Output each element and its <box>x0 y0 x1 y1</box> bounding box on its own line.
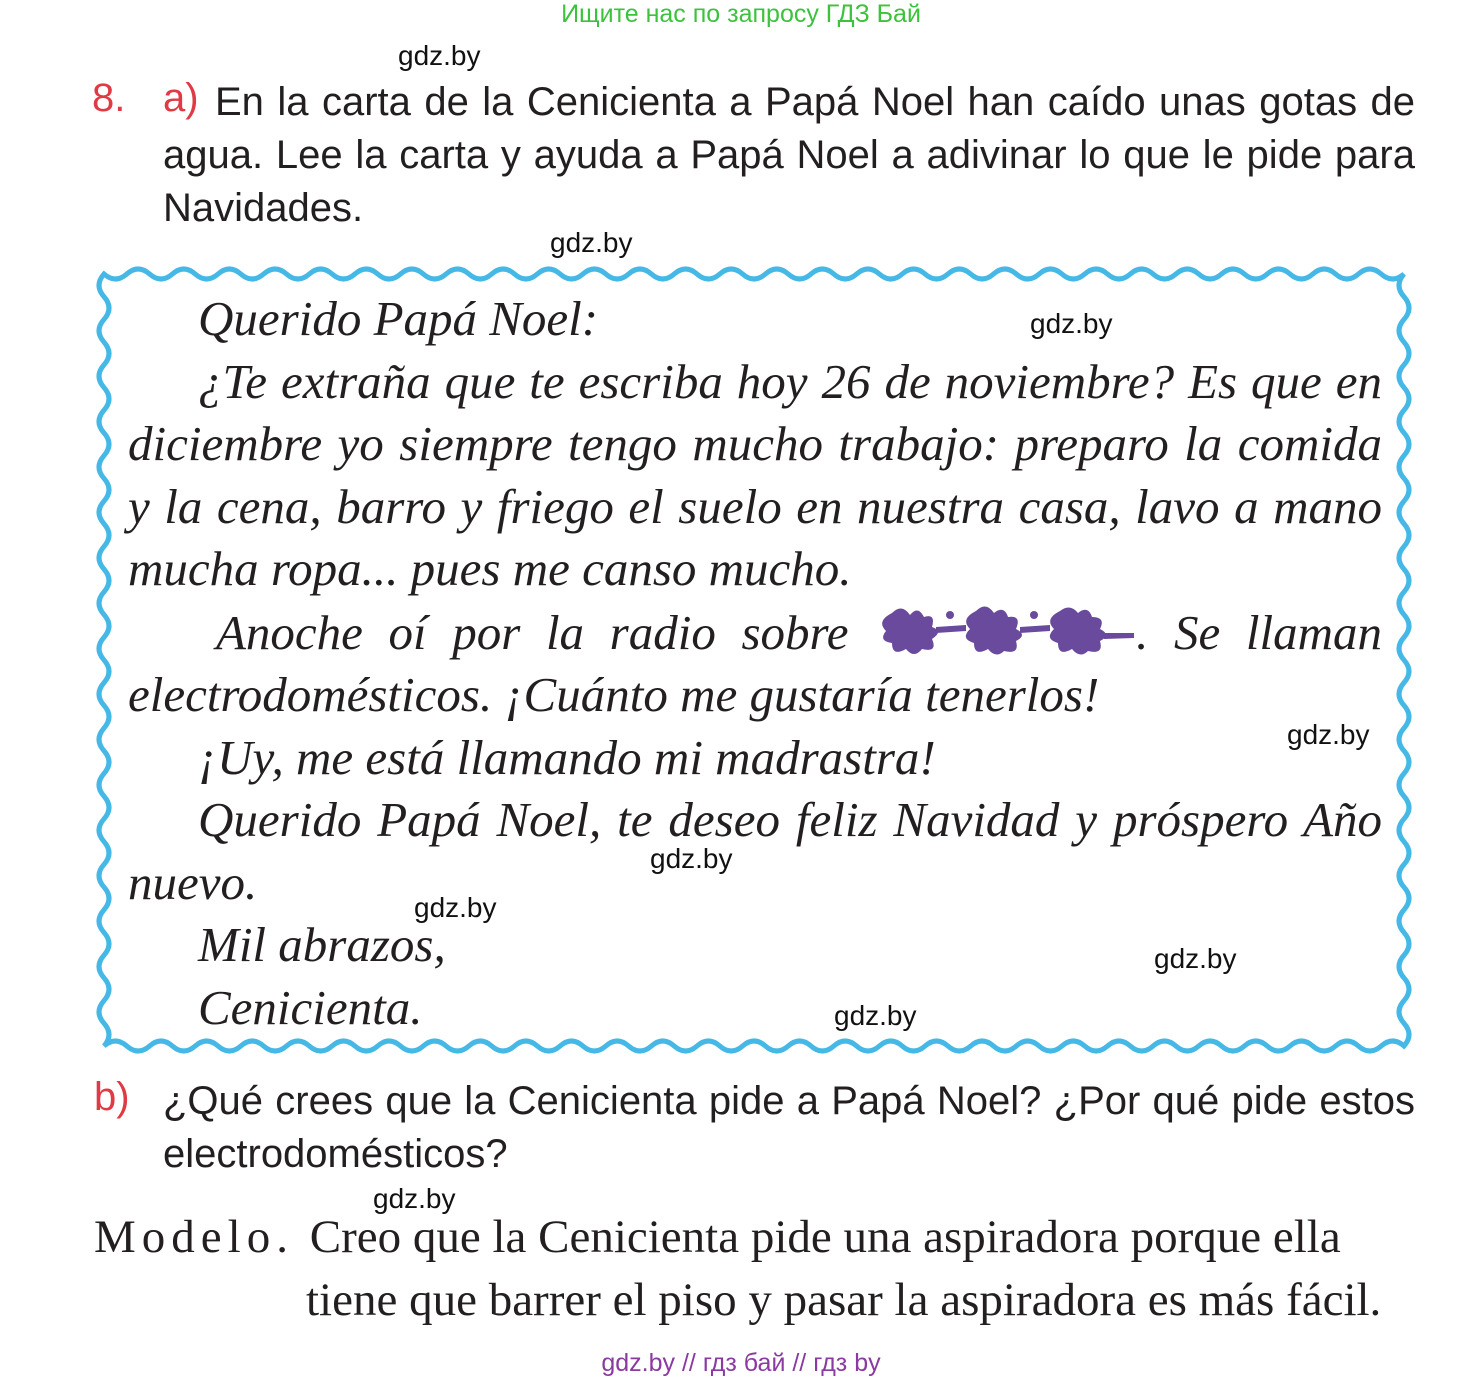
letter-closing: Mil abrazos, <box>198 917 446 972</box>
task-part-a-instruction: En la carta de la Cenicienta a Papá Noel han caído unas gotas de agua. Lee la carta y ayuda a Papá Noel a adivinar lo que le pide para Navidades. <box>163 80 1415 230</box>
watermark: gdz.by <box>1030 308 1113 339</box>
footer-links[interactable]: gdz.by // гдз бай // гдз by <box>601 1349 881 1377</box>
model-label: Modelo. <box>94 1211 294 1263</box>
watermark: gdz.by <box>550 227 633 258</box>
watermark: gdz.by <box>414 892 497 923</box>
model-answer <box>94 1206 1416 1332</box>
task-part-b-question: ¿Qué crees que la Cenicienta pide a Papá Noel? ¿Por qué pide estos electrodomésticos? <box>163 1079 1415 1176</box>
watermark: gdz.by <box>650 843 733 874</box>
letter-paragraph <box>128 601 1382 727</box>
task-part-a-label: a) <box>163 76 199 120</box>
watermark: gdz.by <box>398 40 481 71</box>
watermark: gdz.by <box>834 1000 917 1031</box>
top-banner[interactable]: Ищите нас по запросу ГДЗ Бай <box>561 0 921 28</box>
task-number: 8. <box>92 76 126 120</box>
letter-paragraph: ¿Te extraña que te escriba hoy 26 de noviembre? Es que en diciembre yo siempre tengo mucho trabajo: preparo la comida y la cena, barro y friego el suelo en nuestra casa, lavo a mano mucha ropa... pues me canso mucho. <box>128 353 1382 596</box>
ink-splat-icon <box>874 601 1136 659</box>
letter-text: . Se llaman electrodomésticos. ¡Cuánto me gustaría tenerlos! <box>128 604 1383 722</box>
letter <box>128 288 1382 1039</box>
letter-text: Anoche oí por la radio sobre <box>216 604 849 660</box>
task-part-b-label: b) <box>94 1075 130 1119</box>
letter-greeting: Querido Papá Noel: <box>198 291 599 346</box>
watermark: gdz.by <box>373 1183 456 1214</box>
model-line: tiene que barrer el piso y pasar la aspiradora es más fácil. <box>306 1274 1382 1326</box>
letter-signature: Cenicienta. <box>198 979 423 1035</box>
watermark: gdz.by <box>1154 943 1237 974</box>
watermark: gdz.by <box>1287 719 1370 750</box>
letter-paragraph: ¡Uy, me está llamando mi madrastra! <box>198 729 936 785</box>
letter-paragraph: Querido Papá Noel, te deseo feliz Navidad y próspero Año nuevo. <box>128 792 1382 910</box>
model-line: Creo que la Cenicienta pide una aspiradora porque ella <box>309 1211 1341 1263</box>
